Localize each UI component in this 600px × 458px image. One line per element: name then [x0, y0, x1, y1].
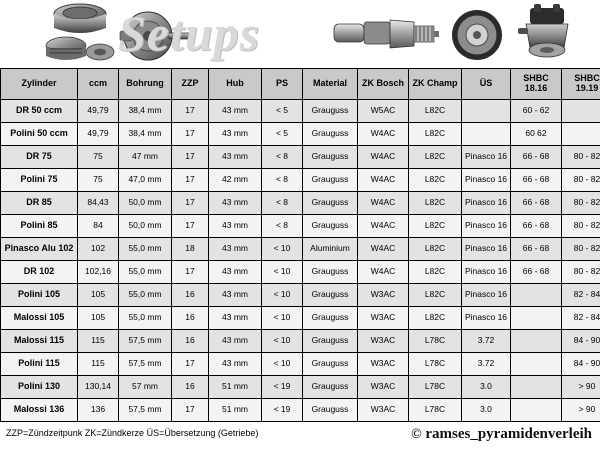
cell-bohrung: 38,4 mm [119, 100, 172, 123]
cell-ccm: 115 [78, 353, 119, 376]
cell-zzp: 17 [172, 261, 209, 284]
cell-zk-champ: L82C [409, 284, 462, 307]
cell-ues: Pinasco 16 [462, 307, 511, 330]
cell-hub: 43 mm [209, 284, 262, 307]
cell-ps: < 19 [262, 376, 303, 399]
cell-ues [462, 123, 511, 146]
column-header-zk-champ: ZK Champ [409, 69, 462, 100]
cell-zk-champ: L78C [409, 353, 462, 376]
cell-hub: 43 mm [209, 215, 262, 238]
cell-zzp: 18 [172, 238, 209, 261]
cell-shbc-1816: 66 - 68 [511, 238, 562, 261]
cell-shbc-1816: 60 62 [511, 123, 562, 146]
cell-material: Grauguss [303, 192, 358, 215]
cell-ues: Pinasco 16 [462, 192, 511, 215]
cell-zk-bosch: W4AC [358, 169, 409, 192]
cell-zylinder: DR 75 [1, 146, 78, 169]
cell-bohrung: 55,0 mm [119, 284, 172, 307]
cell-zylinder: Polini 85 [1, 215, 78, 238]
cell-hub: 43 mm [209, 100, 262, 123]
cell-material: Grauguss [303, 330, 358, 353]
cell-ps: < 8 [262, 146, 303, 169]
cell-hub: 43 mm [209, 123, 262, 146]
cell-hub: 43 mm [209, 261, 262, 284]
cell-zk-champ: L82C [409, 307, 462, 330]
legend-text: ZZP=Zündzeitpunk ZK=Zündkerze ÜS=Übersetzung (Getriebe) [6, 428, 258, 438]
cell-ccm: 102 [78, 238, 119, 261]
table-row [1, 123, 600, 146]
cell-shbc-1919 [562, 100, 600, 123]
cell-zzp: 17 [172, 399, 209, 422]
table-row [1, 261, 600, 284]
cell-shbc-1816 [511, 307, 562, 330]
cell-material: Grauguss [303, 399, 358, 422]
cell-bohrung: 38,4 mm [119, 123, 172, 146]
cell-zylinder: Malossi 115 [1, 330, 78, 353]
cell-material: Grauguss [303, 123, 358, 146]
cell-zk-bosch: W5AC [358, 100, 409, 123]
cell-bohrung: 47 mm [119, 146, 172, 169]
cell-ccm: 105 [78, 284, 119, 307]
cell-material: Grauguss [303, 376, 358, 399]
cell-shbc-1919: 80 - 82 [562, 169, 600, 192]
cell-zzp: 16 [172, 307, 209, 330]
column-header-shbc-1919: SHBC 19.19 [562, 69, 600, 100]
cell-zylinder: Polini 130 [1, 376, 78, 399]
column-header-material: Material [303, 69, 358, 100]
cell-material: Grauguss [303, 215, 358, 238]
page-title: Setups [118, 4, 260, 62]
cell-zylinder: Polini 115 [1, 353, 78, 376]
cell-ps: < 10 [262, 353, 303, 376]
cell-zk-bosch: W3AC [358, 284, 409, 307]
cell-ues: Pinasco 16 [462, 215, 511, 238]
cell-shbc-1816: 66 - 68 [511, 146, 562, 169]
cell-zk-champ: L82C [409, 146, 462, 169]
cell-shbc-1919: 80 - 82 [562, 238, 600, 261]
cell-zk-bosch: W3AC [358, 330, 409, 353]
spark-plug-photo [330, 6, 440, 62]
cell-bohrung: 57,5 mm [119, 399, 172, 422]
cell-ues: Pinasco 16 [462, 238, 511, 261]
cell-zzp: 17 [172, 353, 209, 376]
column-header-ps: PS [262, 69, 303, 100]
table-row [1, 169, 600, 192]
cell-zzp: 17 [172, 215, 209, 238]
cell-material: Grauguss [303, 100, 358, 123]
cell-material: Grauguss [303, 169, 358, 192]
cell-zzp: 16 [172, 284, 209, 307]
cell-ps: < 8 [262, 169, 303, 192]
cell-hub: 43 mm [209, 330, 262, 353]
cell-ps: < 10 [262, 261, 303, 284]
cylinder-piston-photo [40, 2, 120, 66]
cell-zk-champ: L82C [409, 100, 462, 123]
column-header-hub: Hub [209, 69, 262, 100]
cell-bohrung: 47,0 mm [119, 169, 172, 192]
cell-material: Grauguss [303, 353, 358, 376]
cell-zk-champ: L82C [409, 123, 462, 146]
cell-zylinder: Pinasco Alu 102 [1, 238, 78, 261]
cell-shbc-1816: 66 - 68 [511, 169, 562, 192]
column-header-ues: ÜS [462, 69, 511, 100]
table-row [1, 215, 600, 238]
cell-zzp: 17 [172, 192, 209, 215]
cell-ccm: 105 [78, 307, 119, 330]
cell-bohrung: 55,0 mm [119, 238, 172, 261]
cell-ccm: 49,79 [78, 123, 119, 146]
cell-zk-bosch: W3AC [358, 307, 409, 330]
table-row [1, 284, 600, 307]
cell-ues: Pinasco 16 [462, 261, 511, 284]
cell-ues: Pinasco 16 [462, 169, 511, 192]
cell-zzp: 17 [172, 123, 209, 146]
cell-zzp: 16 [172, 330, 209, 353]
table-row [1, 399, 600, 422]
cell-zylinder: Polini 105 [1, 284, 78, 307]
cell-zk-champ: L78C [409, 376, 462, 399]
cell-zk-bosch: W3AC [358, 353, 409, 376]
cell-material: Aluminium [303, 238, 358, 261]
cell-hub: 43 mm [209, 353, 262, 376]
cell-ccm: 84 [78, 215, 119, 238]
clutch-photo [448, 8, 506, 62]
cell-bohrung: 57,5 mm [119, 353, 172, 376]
cell-zylinder: DR 50 ccm [1, 100, 78, 123]
cell-zylinder: DR 102 [1, 261, 78, 284]
cell-ps: < 8 [262, 215, 303, 238]
cell-ccm: 115 [78, 330, 119, 353]
footer [0, 422, 600, 458]
cell-zzp: 16 [172, 376, 209, 399]
cell-ues: Pinasco 16 [462, 284, 511, 307]
cell-shbc-1919: 84 - 90 [562, 353, 600, 376]
cell-shbc-1919: 80 - 82 [562, 261, 600, 284]
cell-zk-champ: L82C [409, 261, 462, 284]
column-header-ccm: ccm [78, 69, 119, 100]
column-header-zk-bosch: ZK Bosch [358, 69, 409, 100]
cell-shbc-1816: 66 - 68 [511, 192, 562, 215]
cell-zk-bosch: W4AC [358, 238, 409, 261]
cell-zk-bosch: W4AC [358, 192, 409, 215]
cell-hub: 43 mm [209, 192, 262, 215]
cell-shbc-1816 [511, 284, 562, 307]
cell-ps: < 10 [262, 238, 303, 261]
cell-hub: 43 mm [209, 238, 262, 261]
cell-ccm: 84,43 [78, 192, 119, 215]
cell-ccm: 75 [78, 169, 119, 192]
cell-zylinder: Malossi 136 [1, 399, 78, 422]
header-banner [0, 0, 600, 68]
table-header-row [1, 69, 600, 100]
credit [411, 426, 592, 443]
table-row [1, 307, 600, 330]
table-row [1, 376, 600, 399]
cell-zylinder: DR 85 [1, 192, 78, 215]
cell-zk-champ: L82C [409, 238, 462, 261]
cell-shbc-1816: 66 - 68 [511, 215, 562, 238]
cell-ps: < 8 [262, 192, 303, 215]
cell-zk-champ: L78C [409, 330, 462, 353]
cell-shbc-1816 [511, 330, 562, 353]
cell-shbc-1816: 66 - 68 [511, 261, 562, 284]
cell-ues: 3.72 [462, 330, 511, 353]
cell-zk-champ: L82C [409, 192, 462, 215]
cell-ccm: 75 [78, 146, 119, 169]
cell-shbc-1919: > 90 [562, 376, 600, 399]
cell-shbc-1919: 82 - 84 [562, 284, 600, 307]
cell-ps: < 5 [262, 123, 303, 146]
cell-material: Grauguss [303, 146, 358, 169]
cell-ps: < 10 [262, 307, 303, 330]
cell-ues: 3.0 [462, 376, 511, 399]
cell-shbc-1919: 80 - 82 [562, 215, 600, 238]
cell-zk-bosch: W4AC [358, 146, 409, 169]
table-row [1, 330, 600, 353]
cell-zk-bosch: W4AC [358, 261, 409, 284]
cell-ccm: 102,16 [78, 261, 119, 284]
cell-material: Grauguss [303, 284, 358, 307]
cell-zzp: 17 [172, 100, 209, 123]
cell-shbc-1919: 80 - 82 [562, 146, 600, 169]
cell-ues [462, 100, 511, 123]
cell-zk-champ: L82C [409, 215, 462, 238]
cell-zk-bosch: W3AC [358, 376, 409, 399]
cell-zylinder: Malossi 105 [1, 307, 78, 330]
column-header-bohrung: Bohrung [119, 69, 172, 100]
cell-ps: < 5 [262, 100, 303, 123]
cell-shbc-1919: > 90 [562, 399, 600, 422]
cell-shbc-1816 [511, 376, 562, 399]
cell-bohrung: 50,0 mm [119, 215, 172, 238]
cell-shbc-1919: 80 - 82 [562, 192, 600, 215]
cell-hub: 51 mm [209, 376, 262, 399]
cell-ccm: 130,14 [78, 376, 119, 399]
column-header-zylinder: Zylinder [1, 69, 78, 100]
cell-shbc-1919: 82 - 84 [562, 307, 600, 330]
cell-ues: Pinasco 16 [462, 146, 511, 169]
cell-hub: 42 mm [209, 169, 262, 192]
table-body [1, 100, 600, 422]
cell-hub: 43 mm [209, 307, 262, 330]
table-row [1, 100, 600, 123]
cell-material: Grauguss [303, 307, 358, 330]
cell-shbc-1919: 84 - 90 [562, 330, 600, 353]
cell-zk-bosch: W3AC [358, 399, 409, 422]
cell-zk-champ: L82C [409, 169, 462, 192]
cell-zylinder: Polini 75 [1, 169, 78, 192]
table-row [1, 192, 600, 215]
cell-ccm: 49,79 [78, 100, 119, 123]
setups-table [0, 68, 600, 422]
cell-shbc-1816 [511, 399, 562, 422]
cell-ccm: 136 [78, 399, 119, 422]
cell-ps: < 10 [262, 284, 303, 307]
cell-ps: < 10 [262, 330, 303, 353]
cell-ues: 3.72 [462, 353, 511, 376]
cell-bohrung: 57 mm [119, 376, 172, 399]
cell-hub: 51 mm [209, 399, 262, 422]
cell-zylinder: Polini 50 ccm [1, 123, 78, 146]
cell-ues: 3.0 [462, 399, 511, 422]
cell-ps: < 19 [262, 399, 303, 422]
cell-shbc-1919 [562, 123, 600, 146]
cell-zzp: 17 [172, 146, 209, 169]
cell-bohrung: 57,5 mm [119, 330, 172, 353]
cell-bohrung: 55,0 mm [119, 307, 172, 330]
table-row [1, 146, 600, 169]
cell-zk-champ: L78C [409, 399, 462, 422]
cell-zk-bosch: W4AC [358, 215, 409, 238]
column-header-zzp: ZZP [172, 69, 209, 100]
distributor-photo [516, 4, 578, 64]
cell-zzp: 17 [172, 169, 209, 192]
cell-zk-bosch: W4AC [358, 123, 409, 146]
cell-material: Grauguss [303, 261, 358, 284]
cell-hub: 43 mm [209, 146, 262, 169]
cell-bohrung: 55,0 mm [119, 261, 172, 284]
table-row [1, 238, 600, 261]
column-header-shbc-1816: SHBC 18.16 [511, 69, 562, 100]
cell-shbc-1816: 60 - 62 [511, 100, 562, 123]
cell-shbc-1816 [511, 353, 562, 376]
table-row [1, 353, 600, 376]
credit-text: ramses_pyramidenverleih [425, 426, 592, 442]
copyright-icon: © [411, 427, 421, 442]
cell-bohrung: 50,0 mm [119, 192, 172, 215]
